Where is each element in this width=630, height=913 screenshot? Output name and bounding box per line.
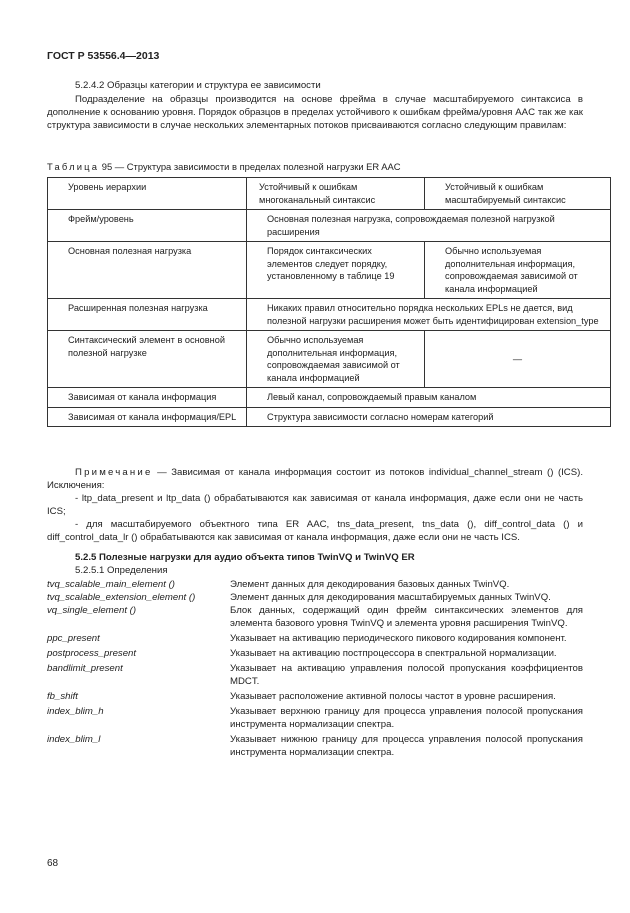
table-header-cell: Устойчивый к ошибкам масштабируемый синтаксис <box>425 178 611 210</box>
definition-description: Указывает на активацию постпроцессора в спектральной нормализации. <box>230 648 557 659</box>
table-note <box>47 466 583 544</box>
definition-term: ppc_present <box>47 633 100 644</box>
table-cell: Синтаксический элемент в основной полезной нагрузке <box>48 331 247 388</box>
note-label: Примечание <box>75 467 153 478</box>
table-caption-prefix: Таблица <box>47 161 100 172</box>
table-cell: Обычно используемая дополнительная информация, сопровождаемая зависимой от канала информацией <box>247 331 425 388</box>
definition-item <box>47 690 583 703</box>
definition-item <box>47 705 583 731</box>
note-line: - для масштабируемого объектного типа ER AAC, tns_data_present, tns_data (), diff_control_data () и diff_control_data_lr () обрабатываются как зависимая от канала информация, даже если они не часть ICS. <box>47 519 583 543</box>
definition-term: tvq_scalable_extension_element () <box>47 592 196 603</box>
table-cell: Никаких правил относительно порядка нескольких EPLs не дается, вид полезной нагрузки расширения может быть идентифицирован extension_type <box>247 299 611 331</box>
definition-description: Указывает верхнюю границу для процесса управления полосой пропускания инструмента нормализации спектра. <box>230 706 583 730</box>
table-cell: Обычно используемая дополнительная информация, сопровождаемая зависимой от канала информацией <box>425 242 611 299</box>
table-row <box>48 331 611 388</box>
definition-description: Элемент данных для декодирования базовых данных TwinVQ. <box>230 579 510 590</box>
note-line <box>47 466 583 492</box>
subsection-heading: 5.2.5.1 Определения <box>75 565 168 576</box>
definition-item <box>47 647 583 660</box>
table-cell: Фрейм/уровень <box>48 210 247 242</box>
definition-term: index_blim_h <box>47 706 104 717</box>
table-cell: Основная полезная нагрузка, сопровождаемая полезной нагрузкой расширения <box>247 210 611 242</box>
definition-item <box>47 578 583 591</box>
definition-term: tvq_scalable_main_element () <box>47 579 175 590</box>
standard-header: ГОСТ Р 53556.4—2013 <box>47 50 160 62</box>
table-caption <box>47 160 401 173</box>
section-heading-5242: 5.2.4.2 Образцы категории и структура ее зависимости <box>75 80 321 91</box>
dependency-table <box>47 177 611 427</box>
page-number: 68 <box>47 858 59 869</box>
table-cell: — <box>425 331 611 388</box>
note-line: - ltp_data_present и ltp_data () обрабатываются как зависимая от канала информация, даже если они не часть ICS; <box>47 493 583 517</box>
definitions-list <box>47 578 583 759</box>
table-cell: Основная полезная нагрузка <box>48 242 247 299</box>
definition-description: Элемент данных для декодирования масштабируемых данных TwinVQ. <box>230 592 551 603</box>
definition-description: Блок данных, содержащий один фрейм синтаксических элементов для элемента базового уровня TwinVQ и элемента уровня расширения TwinVQ. <box>230 605 583 629</box>
definition-term: fb_shift <box>47 691 78 702</box>
definition-description: Указывает расположение активной полосы частот в уровне расширения. <box>230 691 556 702</box>
definition-item <box>47 604 583 630</box>
definition-item <box>47 733 583 759</box>
definition-term: postprocess_present <box>47 648 137 659</box>
table-cell: Структура зависимости согласно номерам категорий <box>247 407 611 427</box>
definition-description: Указывает на активацию управления полосой пропускания коэффициентов MDCT. <box>230 663 583 687</box>
definition-term: index_blim_l <box>47 734 101 745</box>
section-paragraph: Подразделение на образцы производится на основе фрейма в случае масштабируемого синтаксиса в дополнение к основанию уровня. Порядок образцов в пределах устойчивого к ошибкам фрейма/уровня AAC так же как структура зависимости в случае нескольких элементарных потоков присваиваются согласно следующим правилам: <box>47 94 583 131</box>
table-header-cell: Уровень иерархии <box>48 178 247 210</box>
table-header-row <box>48 178 611 210</box>
definition-term: vq_single_element () <box>47 605 137 616</box>
table-cell: Зависимая от канала информация <box>48 388 247 408</box>
table-row <box>48 299 611 331</box>
definition-item <box>47 591 583 604</box>
definition-item <box>47 632 583 645</box>
table-cell: Левый канал, сопровождаемый правым каналом <box>247 388 611 408</box>
note-text: — Зависимая от канала информация состоит из потоков individual_channel_stream () (ICS). Исключения: <box>47 467 583 491</box>
table-cell: Зависимая от канала информация/EPL <box>48 407 247 427</box>
section-heading-525: 5.2.5 Полезные нагрузки для аудио объекта типов TwinVQ и TwinVQ ER <box>75 552 415 563</box>
definition-description: Указывает на активацию периодического пикового кодирования компонент. <box>230 633 567 644</box>
table-caption-text: 95 — Структура зависимости в пределах полезной нагрузки ER AAC <box>99 161 401 172</box>
definition-term: bandlimit_present <box>47 663 123 674</box>
table-cell: Расширенная полезная нагрузка <box>48 299 247 331</box>
table-header-cell: Устойчивый к ошибкам многоканальный синтаксис <box>247 178 425 210</box>
table-row <box>48 210 611 242</box>
table-cell: Порядок синтаксических элементов следует порядку, установленному в таблице 19 <box>247 242 425 299</box>
table-row <box>48 407 611 427</box>
definition-item <box>47 662 583 688</box>
table-row <box>48 242 611 299</box>
table-row <box>48 388 611 408</box>
definition-description: Указывает нижнюю границу для процесса управления полосой пропускания инструмента нормализации спектра. <box>230 734 583 758</box>
